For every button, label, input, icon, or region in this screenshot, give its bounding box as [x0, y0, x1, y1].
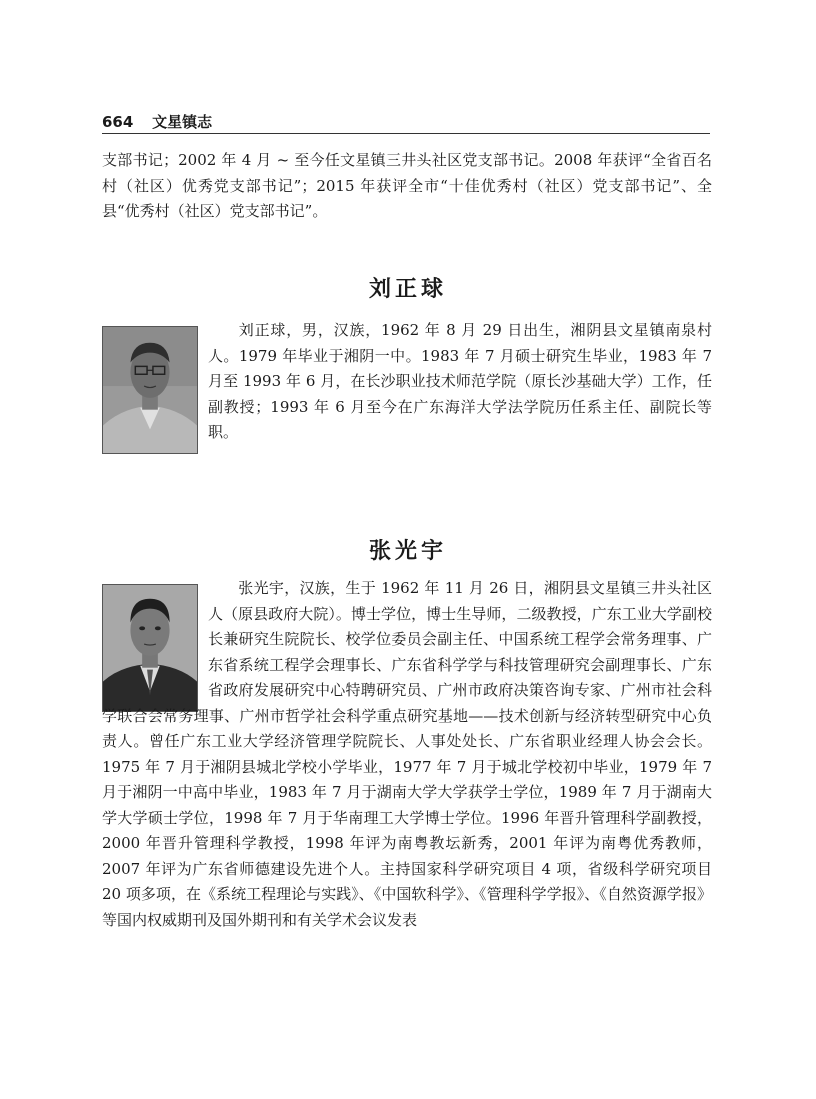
profile-bio-1	[102, 318, 712, 446]
profile-bio-2	[102, 576, 712, 933]
profile-name-2: 张光宇	[368, 539, 447, 564]
profile-bio-2-text: 张光宇，汉族，生于 1962 年 11 月 26 日，湘阴县文星镇三井头社区人（原县政府大院）。博士学位，博士生导师，二级教授，广东工业大学副校长兼研究生院院长、校学位委员会副主任、中国系统工程学会常务理事、广东省系统工程学会理事长、广东省科学学与科技管理研究会副理事长、广东省政府发展研究中心特聘研究员、广州市政府决策咨询专家、广州市社会科学联合会常务理事、广州市哲学社会科学重点研究基地——技术创新与经济转型研究中心负责人。曾任广东工业大学经济管理学院院长、人事处处长、广东省职业经理人协会会长。1975 年 7 月于湘阴县城北学校小学毕业，1977 年 7 月于城北学校初中毕业，1979 年 7 月于湘阴一中高中毕业，1983 年 7 月于湖南大学大学获学士学位，1989 年 7 月于湖南大学大学硕士学位，1998 年 7 月于华南理工大学博士学位。1996 年晋升管理科学副教授，2000 年晋升管理科学教授，1998 年评为南粤教坛新秀，2001 年评为南粤优秀教师，2007 年评为广东省师德建设先进个人。主持国家科学研究项目 4 项，省级科学研究项目 20 项多项，在《系统工程理论与实践》、《中国软科学》、《管理科学学报》、《自然资源学报》等国内权威期刊及国外期刊和有关学术会议发表	[102, 579, 712, 929]
book-title: 文星镇志	[152, 113, 213, 131]
page-header	[102, 113, 710, 134]
photo-spacer	[102, 318, 208, 444]
profile-bio-1-text: 刘正球，男，汉族，1962 年 8 月 29 日出生，湘阴县文星镇南泉村人。1979 年毕业于湘阴一中。1983 年 7 月硕士研究生毕业，1983 年 7 月至 1993 年 6 月，在长沙职业技术师范学院（原长沙基础大学）工作，任副教授；1993 年 6 月至今在广东海洋大学法学院历任系主任、副院长等职。	[208, 321, 712, 441]
intro-paragraph: 支部书记；2002 年 4 月 ~ 至今任文星镇三井头社区党支部书记。2008 年获评“全省百名村（社区）优秀党支部书记”；2015 年获评全市“十佳优秀村（社区）党支部书记”、全县“优秀村（社区）党支部书记”。	[102, 151, 712, 220]
page-number: 664	[102, 113, 134, 131]
profile-name-1: 刘正球	[368, 277, 447, 302]
photo-spacer	[102, 576, 208, 702]
